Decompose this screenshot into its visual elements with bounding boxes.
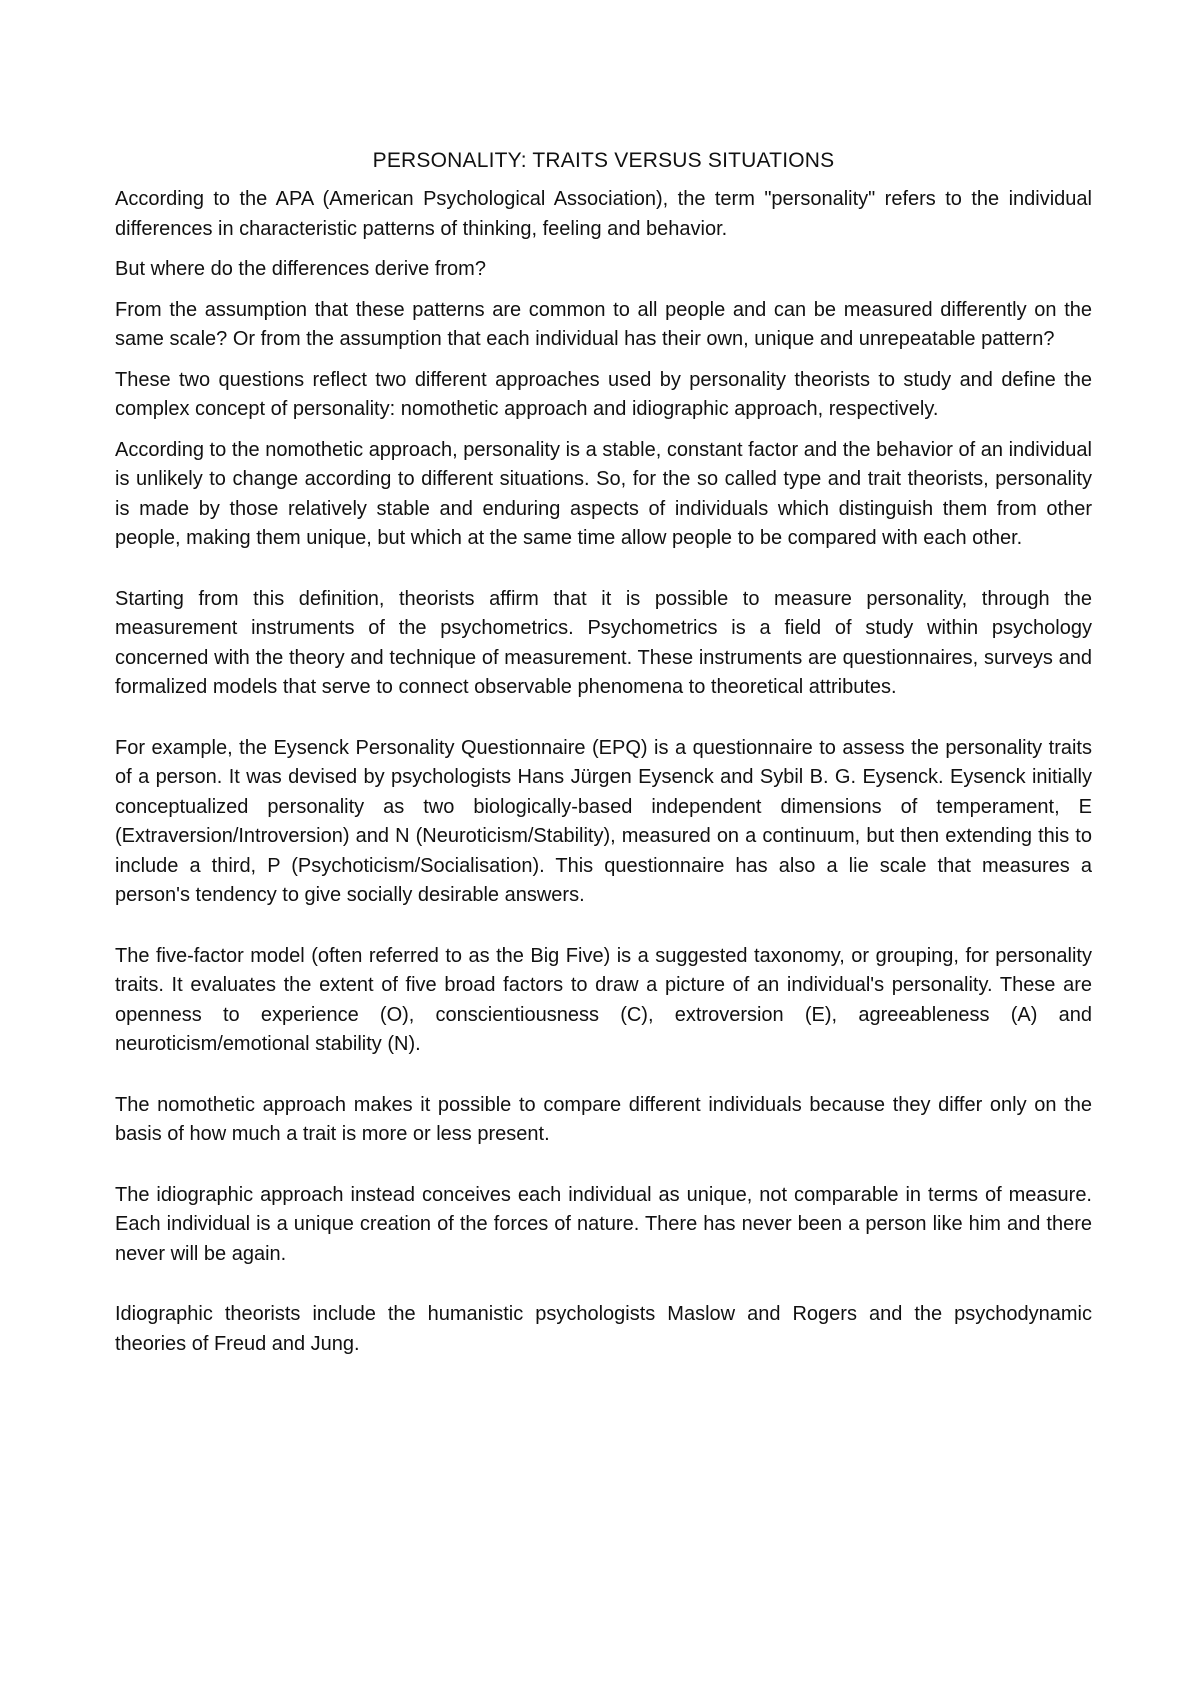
document-title: PERSONALITY: TRAITS VERSUS SITUATIONS (372, 149, 835, 172)
paragraph-apa-definition: According to the APA (American Psychological Association), the term "personality" refers to the individual differences in characteristic patterns of thinking, feeling and behavior. (115, 188, 1092, 240)
paragraph-idiographic-theorists: Idiographic theorists include the humanistic psychologists Maslow and Rogers and the psychodynamic theories of Freud and Jung. (115, 1303, 1092, 1355)
paragraph-psychometrics: Starting from this definition, theorists affirm that it is possible to measure personality, through the measurement instruments of the psychometrics. Psychometrics is a field of study within psychology concerned with the theory and technique of measurement. These instruments are questionnaires, surveys and formalized models that serve to connect observable phenomena to theoretical attributes. (115, 587, 1092, 698)
paragraph-nomothetic-comparison: The nomothetic approach makes it possible to compare different individuals because they differ only on the basis of how much a trait is more or less present. (115, 1093, 1092, 1145)
document-body (115, 146, 1092, 1359)
paragraph-eysenck: For example, the Eysenck Personality Questionnaire (EPQ) is a questionnaire to assess the personality traits of a person. It was devised by psychologists Hans Jürgen Eysenck and Sybil B. G. Eysenck. Eysenck initially conceptualized personality as two biologically-based independent dimensions of temperament, E (Extraversion/Introversion) and N (Neuroticism/Stability), measured on a continuum, but then extending this to include a third, P (Psychoticism/Socialisation). This questionnaire has also a lie scale that measures a person's tendency to give socially desirable answers. (115, 736, 1092, 906)
paragraph-idiographic-approach: The idiographic approach instead conceives each individual as unique, not comparable in terms of measure. Each individual is a unique creation of the forces of nature. There has never been a person like him and there never will be again. (115, 1183, 1092, 1265)
paragraph-two-approaches: These two questions reflect two different approaches used by personality theorists to study and define the complex concept of personality: nomothetic approach and idiographic approach, respectively. (115, 368, 1092, 420)
paragraph-big-five: The five-factor model (often referred to as the Big Five) is a suggested taxonomy, or grouping, for personality traits. It evaluates the extent of five broad factors to draw a picture of an individual's personality. These are openness to experience (O), conscientiousness (C), extroversion (E), agreeableness (A) and neuroticism/emotional stability (N). (115, 944, 1092, 1055)
paragraph-nomothetic-approach: According to the nomothetic approach, personality is a stable, constant factor and the behavior of an individual is unlikely to change according to different situations. So, for the so called type and trait theorists, personality is made by those relatively stable and enduring aspects of individuals which distinguish them from other people, making them unique, but which at the same time allow people to be compared with each other. (115, 438, 1092, 549)
paragraph-question-origin: But where do the differences derive from? (115, 258, 486, 280)
paragraph-assumptions: From the assumption that these patterns are common to all people and can be measured differently on the same scale? Or from the assumption that each individual has their own, unique and unrepeatable pattern? (115, 298, 1092, 350)
